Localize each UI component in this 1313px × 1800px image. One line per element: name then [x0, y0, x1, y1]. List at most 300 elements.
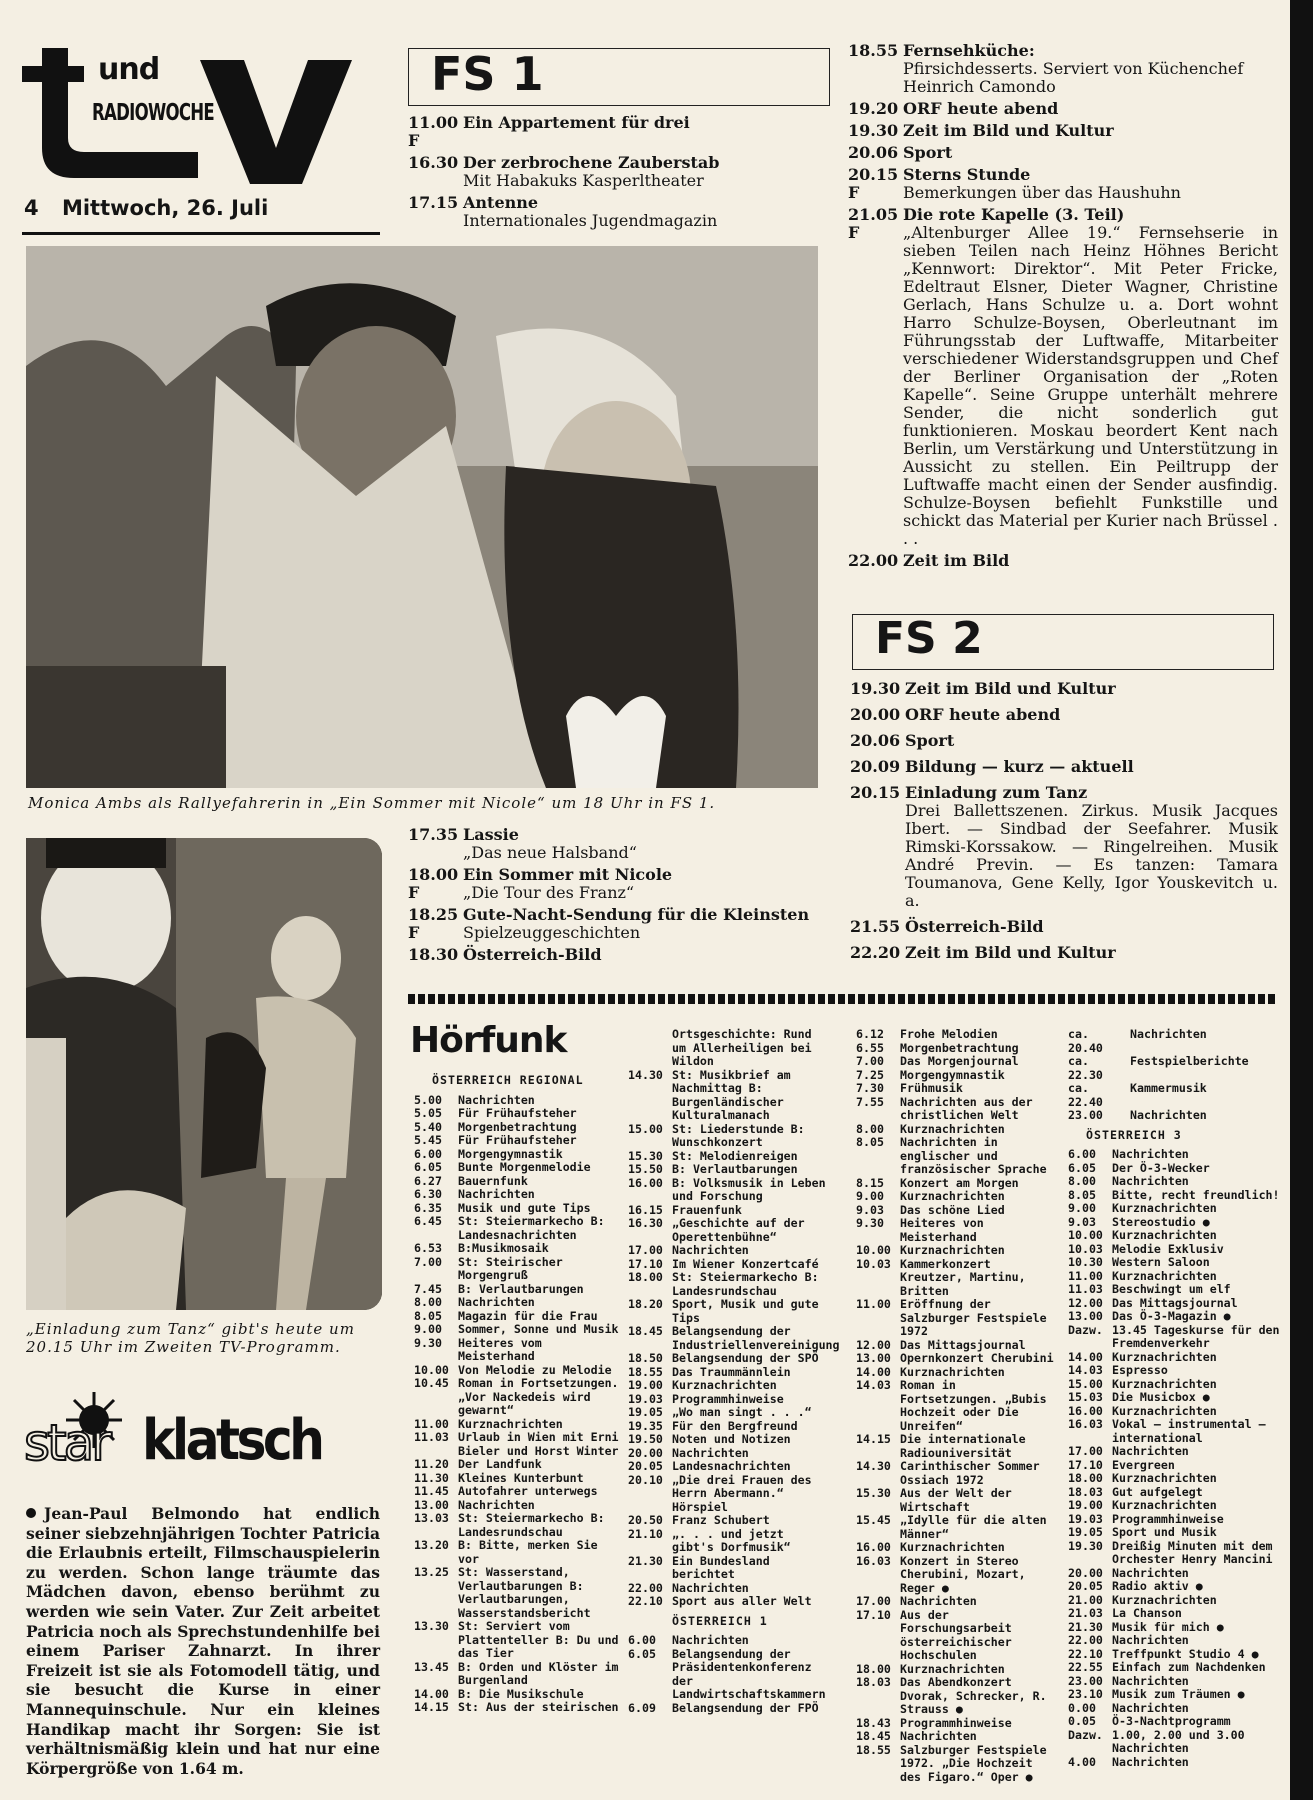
radio-listing [1068, 1324, 1280, 1351]
radio-program: Kleines Kunterbunt [458, 1470, 584, 1485]
radio-program: Einfach zum Nachdenken [1112, 1660, 1266, 1674]
radio-time: 18.55 [628, 1364, 663, 1379]
radio-time: 16.00 [1068, 1403, 1103, 1418]
radio-program: B:Musikmosaik [458, 1241, 549, 1255]
radio-time: 8.00 [1068, 1174, 1096, 1188]
radio-program: Eröffnung der Salzburger Festspiele 1972 [900, 1297, 1047, 1338]
radio-time: 9.00 [1068, 1201, 1096, 1215]
radio-listing [1068, 1378, 1280, 1392]
radio-listing [1068, 1297, 1280, 1311]
radio-time: 16.30 [628, 1216, 663, 1230]
radio-time: 7.45 [414, 1281, 442, 1296]
radio-time: 10.00 [414, 1362, 449, 1377]
radio-program: Programmhinweise [900, 1715, 1012, 1730]
radio-time: 17.00 [1068, 1444, 1103, 1458]
fs2-header: FS 2 [852, 614, 1274, 670]
radio-listing [1068, 1229, 1280, 1243]
radio-program: Kurznachrichten [900, 1189, 1005, 1203]
radio-program: Nachrichten aus der christlichen Welt [900, 1094, 1033, 1122]
radio-listing [414, 1121, 624, 1135]
radio-listing [1068, 1109, 1280, 1123]
radio-program: Kammerkonzert Kreutzer, Martinu, Britten [900, 1256, 1026, 1298]
radio-listing [414, 1499, 624, 1513]
radio-program: Treffpunkt Studio 4 ● [1112, 1646, 1259, 1661]
radio-program: Aus der Forschungsarbeit österreichischer Hochschulen [900, 1607, 1012, 1662]
radio-time: 6.53 [414, 1241, 442, 1255]
radio-program: Belangsendung der SPÖ [672, 1351, 819, 1365]
magazine-logo [22, 48, 367, 188]
radio-program: B: Verlautbarungen [458, 1281, 584, 1296]
radio-program: Für Frühaufsteher [458, 1106, 577, 1120]
radio-program: Evergreen [1112, 1457, 1175, 1472]
radio-time: 19.30 [1068, 1538, 1103, 1553]
radio-listing [856, 1177, 1056, 1191]
radio-listing [414, 1323, 624, 1337]
radio-program: Sport und Musik [1112, 1525, 1217, 1539]
radio-time: 11.03 [414, 1430, 449, 1444]
radio-program: Bunte Morgenmelodie [458, 1160, 591, 1174]
radio-program: Nachrichten [672, 1580, 749, 1595]
radio-time: ca. 22.30 [1068, 1054, 1103, 1082]
radio-listing [628, 1447, 828, 1461]
radio-listing [856, 1123, 1056, 1137]
radio-time: 7.00 [414, 1254, 442, 1269]
radio-listing [628, 1702, 828, 1716]
radio-listing [414, 1566, 624, 1620]
radio-program: Das Mittagsjournal [900, 1337, 1026, 1352]
radio-time: 9.30 [856, 1216, 884, 1230]
radio-listing [856, 1298, 1056, 1339]
radio-program: 13.45 Tageskurse für den Fremdenverkehr [1112, 1322, 1280, 1350]
radio-program: Frühmusik [900, 1081, 963, 1095]
radio-program: Aus der Welt der Wirtschaft [900, 1486, 1012, 1514]
radio-listing [628, 1298, 828, 1325]
radio-time: 10.03 [856, 1256, 891, 1271]
radio-program: Von Melodie zu Melodie [458, 1362, 612, 1377]
radio-program: Nachrichten in englischer und französischer Sprache [900, 1135, 1047, 1176]
radio-program: B: Die Musikschule [458, 1686, 584, 1701]
radio-program: St: Serviert vom Plattenteller B: Du und das Tier [458, 1619, 619, 1660]
radio-program: Programmhinweise [1112, 1511, 1224, 1526]
radio-time: 21.30 [628, 1553, 663, 1568]
radio-listing [856, 1379, 1056, 1433]
radio-listing [628, 1420, 828, 1434]
radio-listing [414, 1148, 624, 1162]
radio-listing [1068, 1486, 1280, 1500]
radio-listing [414, 1688, 624, 1702]
radio-program: Musik für mich ● [1112, 1619, 1224, 1634]
radio-time: 6.35 [414, 1200, 442, 1215]
radio-listing [1068, 1216, 1280, 1230]
radio-listing [628, 1406, 828, 1420]
radio-listing [1068, 1756, 1280, 1770]
radio-listing [856, 1460, 1056, 1487]
radio-listing [856, 1541, 1056, 1555]
radio-listing [414, 1161, 624, 1175]
radio-listing [628, 1217, 828, 1244]
radio-time [628, 1028, 672, 1069]
radio-program: Ein Bundesland berichtet [672, 1553, 770, 1581]
radio-time: 6.45 [414, 1214, 442, 1228]
radio-program: Radio aktiv ● [1112, 1579, 1203, 1593]
logo-klatsch: klatsch [142, 1408, 322, 1473]
radio-listing [856, 1244, 1056, 1258]
radio-time: 18.03 [856, 1675, 891, 1689]
radio-listing [414, 1512, 624, 1539]
program-item: 18.25 F Gute-Nacht-Sendung für die Kleinsten Spielzeuggeschichten [408, 905, 810, 942]
radio-time: 6.27 [414, 1173, 442, 1188]
radio-time: 14.30 [628, 1067, 663, 1082]
radio-time: 6.30 [414, 1187, 442, 1201]
radio-listing [1068, 1310, 1280, 1324]
radio-listing [414, 1094, 624, 1108]
radio-program: Im Wiener Konzertcafé [672, 1256, 819, 1271]
radio-time: 15.50 [628, 1162, 663, 1176]
radio-program: „Idylle für die alten Männer“ [900, 1513, 1047, 1541]
radio-time: 15.03 [1068, 1390, 1103, 1404]
radio-program: Franz Schubert [672, 1513, 770, 1527]
radio-time: 8.05 [856, 1135, 884, 1149]
radio-program: Die internationale Radiouniversität [900, 1432, 1026, 1460]
radio-listing [414, 1539, 624, 1566]
radio-program: B: Verlautbarungen [672, 1162, 798, 1176]
radio-time: 18.00 [628, 1270, 663, 1284]
radio-listing [1068, 1405, 1280, 1419]
radio-time: 6.55 [856, 1040, 884, 1055]
radio-listing [1068, 1445, 1280, 1459]
radio-program: Für Frühaufsteher [458, 1133, 577, 1147]
radio-column-3 [856, 1028, 1056, 1784]
program-item: 18.00 F Ein Sommer mit Nicole „Die Tour des Franz“ [408, 865, 673, 902]
program-item: 20.15 F Sterns Stunde Bemerkungen über das Haushuhn [848, 165, 1181, 202]
radio-program: B: Orden und Klöster im Burgenland [458, 1659, 619, 1687]
radio-time: 17.00 [628, 1243, 663, 1257]
radio-listing [628, 1634, 828, 1648]
radio-listing [1068, 1270, 1280, 1284]
radio-listing [1068, 1607, 1280, 1621]
radio-listing [1068, 1702, 1280, 1716]
radio-time: 14.15 [856, 1432, 891, 1446]
radio-time: 13.00 [1068, 1309, 1103, 1323]
radio-program: Bauernfunk [458, 1173, 528, 1188]
radio-time: 19.05 [1068, 1525, 1103, 1539]
program-item: 20.00 ORF heute abend [850, 705, 1061, 724]
radio-program: Das Morgenjournal [900, 1054, 1019, 1068]
radio-program: Kurznachrichten [1112, 1471, 1217, 1485]
radio-program: Die Musicbox ● [1112, 1390, 1210, 1404]
radio-listing [628, 1460, 828, 1474]
radio-time: 9.30 [414, 1335, 442, 1350]
radio-listing [628, 1324, 840, 1352]
program-item: 19.30 Zeit im Bild und Kultur [848, 121, 1114, 140]
radio-listing [414, 1215, 624, 1242]
radio-listing [1068, 1364, 1280, 1378]
radio-listing [414, 1337, 624, 1364]
radio-time: 14.00 [856, 1364, 891, 1379]
radio-program: Musik zum Träumen ● [1112, 1687, 1245, 1701]
radio-program: St: Liederstunde B: Wunschkonzert [672, 1121, 805, 1149]
radio-time: 14.30 [856, 1459, 891, 1473]
radio-program: Nachrichten [1112, 1444, 1189, 1458]
radio-program: Kurznachrichten [1112, 1268, 1217, 1283]
radio-time: 19.00 [628, 1378, 663, 1392]
radio-program: St: Melodienreigen [672, 1148, 798, 1163]
radio-listing [856, 1744, 1056, 1785]
radio-program: Kurznachrichten [900, 1364, 1005, 1379]
program-item: 18.55 Fernsehküche: Pfirsichdesserts. Serviert von Küchenchef Heinrich Camondo [848, 41, 1244, 96]
page-edge [1290, 0, 1313, 1800]
radio-time: 5.45 [414, 1133, 442, 1147]
radio-program: Morgenbetrachtung [458, 1119, 577, 1134]
radio-time: 19.03 [628, 1391, 663, 1406]
dance-photo-caption: „Einladung zum Tanz“ gibt's heute um 20.15 Uhr im Zweiten TV-Programm. [26, 1320, 355, 1356]
radio-program: Nachrichten [1112, 1700, 1189, 1715]
radio-time: 20.05 [628, 1459, 663, 1473]
radio-program: Carinthischer Sommer Ossiach 1972 [900, 1459, 1040, 1487]
radio-program: Nachrichten [1130, 1027, 1207, 1041]
radio-listing [1068, 1256, 1280, 1270]
radio-time: 11.00 [414, 1416, 449, 1431]
radio-time: 10.00 [856, 1243, 891, 1257]
radio-listing [1068, 1055, 1280, 1082]
radio-listing [628, 1648, 828, 1702]
radio-time: 6.05 [1068, 1160, 1096, 1175]
radio-program: Heiteres vom Meisterhand [458, 1335, 542, 1363]
radio-listing [414, 1134, 624, 1148]
program-item: 20.06 Sport [848, 143, 953, 162]
radio-listing [1068, 1567, 1280, 1581]
radio-listing [856, 1258, 1056, 1299]
radio-time: 11.03 [1068, 1282, 1103, 1296]
radio-time: Dazw. [1068, 1322, 1103, 1337]
radio-listing [856, 1096, 1056, 1123]
radio-listing [1068, 1418, 1280, 1445]
program-item: 20.15 Einladung zum Tanz Drei Ballettszenen. Zirkus. Musik Jacques Ibert. — Sindbad der Seefahrer. Musik Rimski-Korssakow. — Ringelreihen. Musik André Previn. — Es tanzen: Tamara Toumanova, Gene Kelly, Igor Youskevitch u. a. [850, 783, 1278, 910]
radio-time: 20.50 [628, 1513, 663, 1527]
logo-radiowoche: RADIOWOCHE [92, 100, 215, 126]
radio-program: Morgengymnastik [900, 1067, 1005, 1082]
radio-program: Nachrichten [1112, 1754, 1189, 1769]
radio-time: 15.00 [628, 1121, 663, 1136]
radio-listing [856, 1487, 1056, 1514]
radio-time: 8.05 [414, 1308, 442, 1323]
radio-listing [628, 1582, 828, 1596]
radio-time: 18.20 [628, 1297, 663, 1311]
radio-listing [856, 1730, 1056, 1744]
radio-program: Urlaub in Wien mit Erni Bieler und Horst Winter [458, 1430, 619, 1458]
radio-program: Nachrichten [458, 1497, 535, 1512]
radio-program: Das schöne Lied [900, 1202, 1005, 1217]
program-item: 11.00 F Ein Appartement für drei [408, 113, 690, 150]
program-item: 22.20 Zeit im Bild und Kultur [850, 943, 1116, 962]
radio-listing [856, 1136, 1056, 1177]
radio-time: 23.00 [1068, 1108, 1103, 1122]
radio-listing [1068, 1675, 1280, 1689]
radio-program: Kurznachrichten [900, 1540, 1005, 1554]
radio-program: Konzert in Stereo Cherubini, Mozart, Reger ● [900, 1553, 1026, 1595]
radio-program: Kurznachrichten [1112, 1201, 1217, 1215]
radio-program: Frauenfunk [672, 1202, 742, 1217]
radio-time: 18.43 [856, 1715, 891, 1730]
radio-time: 18.00 [1068, 1471, 1103, 1485]
radio-program: St: Wasserstand, Verlautbarungen B: Verlautbarungen, Wasserstandsbericht [458, 1565, 591, 1620]
radio-program: Dreißig Minuten mit dem Orchester Henry Mancini [1112, 1538, 1273, 1566]
radio-program: Morgengymnastik [458, 1146, 563, 1161]
program-item: 19.30 Zeit im Bild und Kultur [850, 679, 1116, 698]
radio-program: Vokal — instrumental — international [1112, 1417, 1266, 1445]
section-heading: ÖSTERREICH 1 [672, 1613, 768, 1628]
radio-time: 19.03 [1068, 1511, 1103, 1526]
radio-program: Nachrichten [458, 1092, 535, 1107]
radio-listing [856, 1082, 1056, 1096]
main-photo-caption: Monica Ambs als Rallyefahrerin in „Ein Sommer mit Nicole“ um 18 Uhr in FS 1. [28, 794, 716, 812]
radio-listing [856, 1595, 1056, 1609]
radio-program: Das Mittagsjournal [1112, 1295, 1238, 1310]
radio-time: 10.30 [1068, 1255, 1103, 1269]
radio-listing [414, 1107, 624, 1121]
radio-listing [1068, 1634, 1280, 1648]
radio-time: 22.10 [1068, 1646, 1103, 1661]
radio-listing [1068, 1148, 1280, 1162]
radio-listing [414, 1242, 624, 1256]
radio-time: 16.15 [628, 1202, 663, 1217]
radio-time: 18.45 [628, 1324, 663, 1338]
radio-listing [1068, 1189, 1280, 1203]
radio-listing [628, 1379, 828, 1393]
radio-listing [628, 1123, 828, 1150]
radio-program: Western Saloon [1112, 1255, 1210, 1269]
radio-program: St: Aus der steirischen [458, 1700, 619, 1714]
radio-program: Nachrichten [458, 1187, 535, 1201]
section-heading: ÖSTERREICH REGIONAL [432, 1073, 584, 1087]
photo-dance [26, 838, 382, 1310]
radio-listing [414, 1256, 624, 1283]
radio-listing [414, 1458, 624, 1472]
radio-time: Dazw. [1068, 1727, 1103, 1742]
radio-time: 17.10 [628, 1256, 663, 1271]
radio-time: 21.30 [1068, 1619, 1103, 1634]
radio-listing [1068, 1459, 1280, 1473]
program-item: 21.05 F Die rote Kapelle (3. Teil) „Altenburger Allee 19.“ Fernsehserie in sieben Teilen nach Heinz Höhnes Bericht „Kennwort: Direktor“. Mit Peter Fricke, Edeltraut Elsner, Dieter Wagner, Christine Gerlach, Hans Schulze u. a. Dort wohnt Harro Schulze-Boysen, Oberleutnant im Führungsstab der Luftwaffe, Mitarbeiter verschiedener Widerstandsgruppen und Chef der Berliner Organisation der „Roten Kapelle“. Seine Gruppe unterhält mehrere Sender, die nicht sonderlich gut funktionieren. Moskau beordert Kent nach Berlin, um Verstärkung und Unterstützung in Aussicht zu stellen. Ein Peiltrupp der Luftwaffe macht einen der Sender ausfindig. Schulze-Boysen befiehlt Funkstille und schickt das Material per Kurier nach Brüssel . . . [848, 205, 1278, 548]
radio-listing [628, 1433, 828, 1447]
radio-listing [414, 1661, 624, 1688]
radio-program: Nachrichten [1112, 1633, 1189, 1647]
radio-listing [856, 1190, 1056, 1204]
radio-listing [856, 1042, 1056, 1056]
radio-program: St: Musikbrief am Nachmittag B: Burgenländischer Kulturalmanach [672, 1067, 791, 1122]
radio-time: 22.00 [628, 1580, 663, 1595]
radio-program: Kurznachrichten [900, 1121, 1005, 1136]
program-item: 19.20 ORF heute abend [848, 99, 1059, 118]
radio-program: Das Ö-3-Magazin ● [1112, 1309, 1231, 1323]
radio-program: La Chanson [1112, 1606, 1182, 1620]
radio-listing [414, 1377, 624, 1418]
radio-program: Magazin für die Frau [458, 1308, 598, 1323]
radio-listing [628, 1258, 828, 1272]
radio-listing [1068, 1391, 1280, 1405]
radio-listing [1068, 1283, 1280, 1297]
radio-program: Nachrichten [900, 1729, 977, 1743]
radio-time: 17.10 [1068, 1457, 1103, 1472]
radio-program: Nachrichten [458, 1295, 535, 1309]
radio-time: 23.10 [1068, 1687, 1103, 1701]
fs2-programs [850, 680, 1278, 966]
radio-program: Kurznachrichten [1112, 1592, 1217, 1607]
radio-time: 7.25 [856, 1067, 884, 1082]
radio-program: Sommer, Sonne und Musik [458, 1322, 619, 1336]
radio-program: Nachrichten [1112, 1147, 1189, 1161]
radio-time: 22.55 [1068, 1660, 1103, 1674]
radio-listing [1068, 1202, 1280, 1216]
radio-program: Noten und Notizen [672, 1432, 791, 1446]
radio-program: Ö-3-Nachtprogramm [1112, 1714, 1231, 1728]
radio-listing [628, 1514, 828, 1528]
radio-time: 10.00 [1068, 1228, 1103, 1242]
radio-listing [414, 1188, 624, 1202]
radio-listing [856, 1069, 1056, 1083]
radio-time: 14.03 [1068, 1363, 1103, 1377]
program-item: 17.15 Antenne Internationales Jugendmagazin [408, 193, 718, 230]
program-item: 20.06 Sport [850, 731, 955, 750]
radio-listing [414, 1485, 624, 1499]
radio-time: 9.00 [414, 1322, 442, 1336]
photo-rally-driver [26, 246, 818, 788]
issue-date: Mittwoch, 26. Juli [61, 196, 269, 220]
radio-time: 11.00 [856, 1297, 891, 1311]
divider [22, 232, 380, 235]
radio-program: St: Steiermarkecho B: Landesnachrichten [458, 1214, 605, 1242]
radio-time: 13.20 [414, 1538, 449, 1552]
radio-column-2 [628, 1027, 840, 1715]
radio-program: Roman in Fortsetzungen. „Vor Nackedeis wird gewarnt“ [458, 1376, 619, 1417]
radio-program: Frohe Melodien [900, 1027, 998, 1041]
radio-program: Nachrichten [672, 1633, 749, 1647]
fs1-programs-mid [408, 826, 828, 968]
radio-time: 9.03 [856, 1202, 884, 1217]
radio-listing [414, 1620, 624, 1661]
radio-listing [1068, 1715, 1280, 1729]
radio-listing [856, 1217, 1056, 1244]
radio-program: Kurznachrichten [672, 1378, 777, 1392]
radio-listing [1068, 1472, 1280, 1486]
radio-time: 14.03 [856, 1378, 891, 1392]
radio-time: 11.20 [414, 1457, 449, 1471]
radio-time: ca. 22.40 [1068, 1081, 1103, 1109]
radio-listing [1068, 1513, 1280, 1527]
radio-listing [628, 1474, 828, 1515]
radio-listing [856, 1352, 1056, 1366]
radio-listing [414, 1296, 624, 1310]
radio-time: 6.00 [414, 1146, 442, 1161]
program-item: 18.30 Österreich-Bild [408, 945, 602, 964]
program-item: 17.35 Lassie „Das neue Halsband“ [408, 825, 637, 862]
radio-time: 21.00 [1068, 1592, 1103, 1607]
radio-time: 14.00 [414, 1686, 449, 1701]
radio-program: Opernkonzert Cherubini [900, 1351, 1054, 1365]
radio-listing [628, 1555, 828, 1582]
radio-time: 22.00 [1068, 1633, 1103, 1647]
radio-time: 7.55 [856, 1094, 884, 1109]
radio-program: Nachrichten [672, 1243, 749, 1257]
radio-time: 9.00 [856, 1189, 884, 1203]
radio-listing [414, 1310, 624, 1324]
radio-program: Espresso [1112, 1363, 1168, 1377]
radio-time: 13.00 [414, 1497, 449, 1512]
radio-time: 18.00 [856, 1661, 891, 1676]
radio-listing [414, 1431, 624, 1458]
radio-program: Musik und gute Tips [458, 1200, 591, 1215]
radio-listing [414, 1701, 624, 1715]
